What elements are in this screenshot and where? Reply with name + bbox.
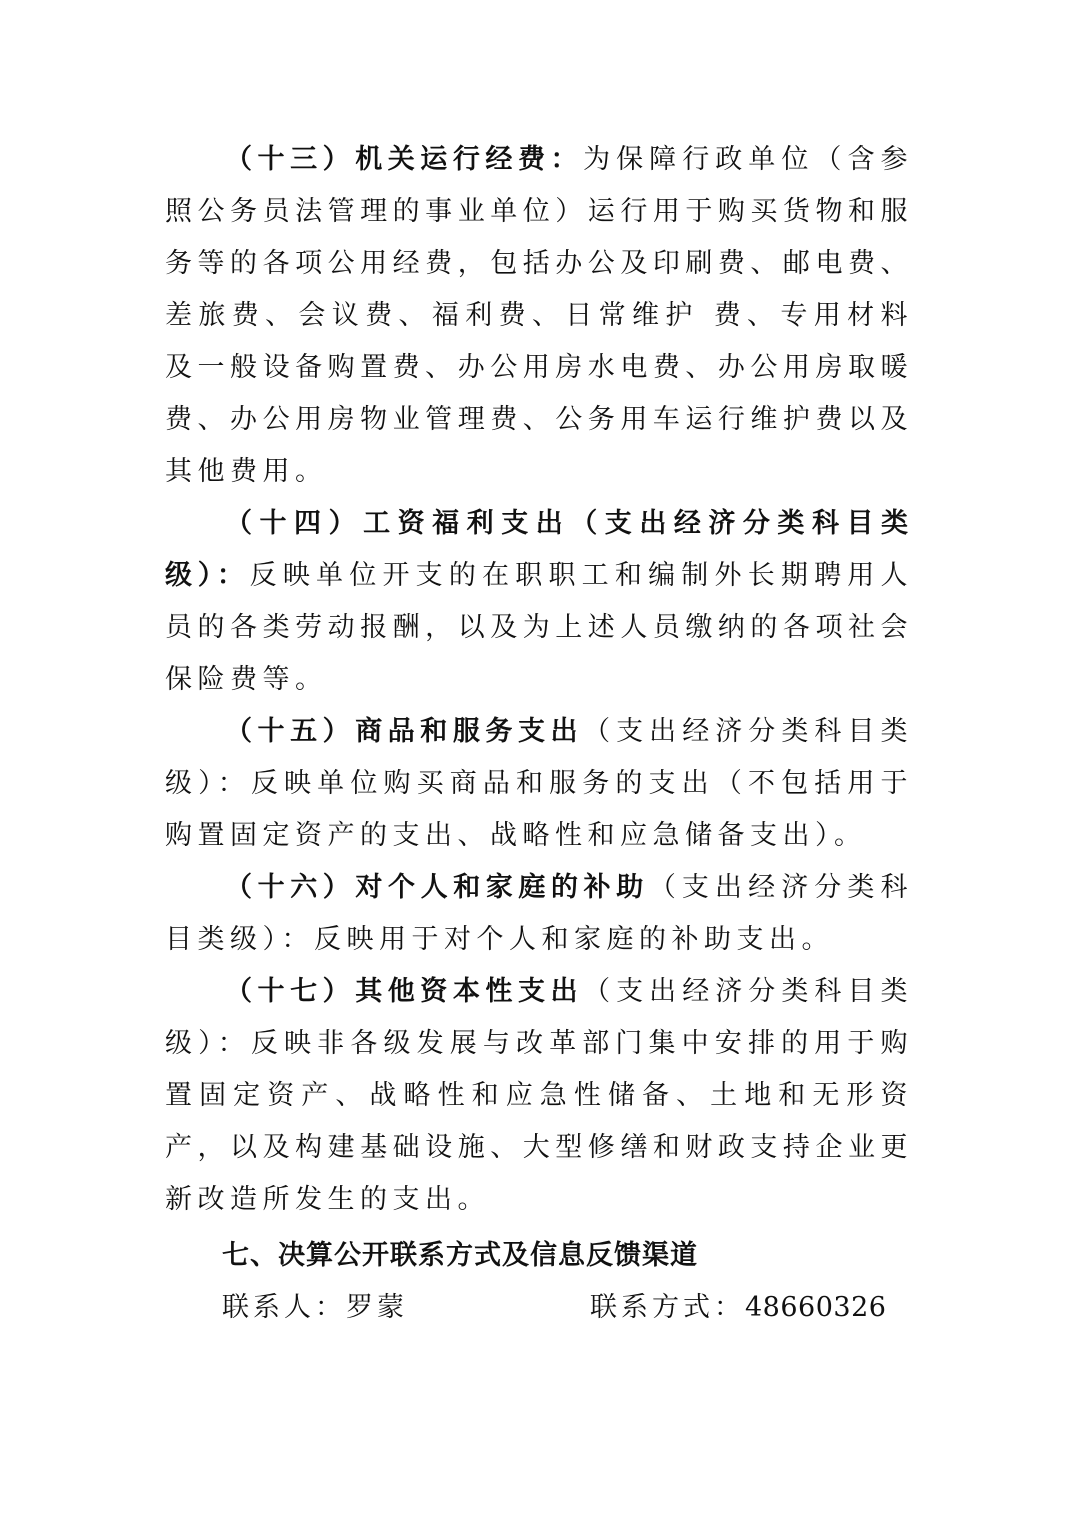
paragraph-title: （十五）商品和服务支出 [225, 716, 584, 747]
document-page [165, 134, 913, 1334]
contact-number: 48660326 [745, 1292, 887, 1323]
paragraph-body: 为保障行政单位（含参照公务员法管理的事业单位）运行用于购买货物和服务等的各项公用经费，包括办公及印刷费、邮电费、差旅费、会议费、福利费、日常维护 费、专用材料及一般设备购置费、办公用房水电费、办公用房取暖费、办公用房物业管理费、公务用车运行维护费以及其他费用。 [165, 144, 914, 487]
contact-person-name: 罗蒙 [346, 1292, 408, 1323]
paragraph-title: （十六）对个人和家庭的补助 [225, 872, 649, 903]
contact-row [165, 1282, 913, 1334]
contact-person-label: 联系人： [222, 1292, 346, 1323]
paragraph-body: （支出经济分类科目类级）：反映单位购买商品和服务的支出（不包括用于购置固定资产的支出、战略性和应急储备支出）。 [165, 716, 914, 851]
paragraph-title: （十四）工资福利支出（支出经济分类科目类级）： [165, 508, 913, 591]
section-heading: 七、决算公开联系方式及信息反馈渠道 [222, 1240, 698, 1271]
paragraph-13 [165, 134, 913, 498]
contact-method-label: 联系方式： [590, 1292, 745, 1323]
paragraph-body: （支出经济分类科目类级）：反映用于对个人和家庭的补助支出。 [165, 872, 914, 955]
paragraph-body: 反映单位开支的在职职工和编制外长期聘用人员的各类劳动报酬，以及为上述人员缴纳的各项社会保险费等。 [165, 560, 914, 695]
paragraph-title: （十三）机关运行经费： [225, 144, 584, 175]
paragraph-15 [165, 706, 913, 862]
contact-person [222, 1282, 408, 1334]
contact-method [590, 1282, 886, 1334]
paragraph-16 [165, 862, 913, 966]
paragraph-title: （十七）其他资本性支出 [225, 976, 584, 1007]
paragraph-14 [165, 498, 913, 706]
paragraph-17 [165, 966, 913, 1226]
paragraph-body: （支出经济分类科目类级）：反映非各级发展与改革部门集中安排的用于购置固定资产、战略性和应急性储备、土地和无形资产，以及构建基础设施、大型修缮和财政支持企业更新改造所发生的支出。 [165, 976, 914, 1215]
